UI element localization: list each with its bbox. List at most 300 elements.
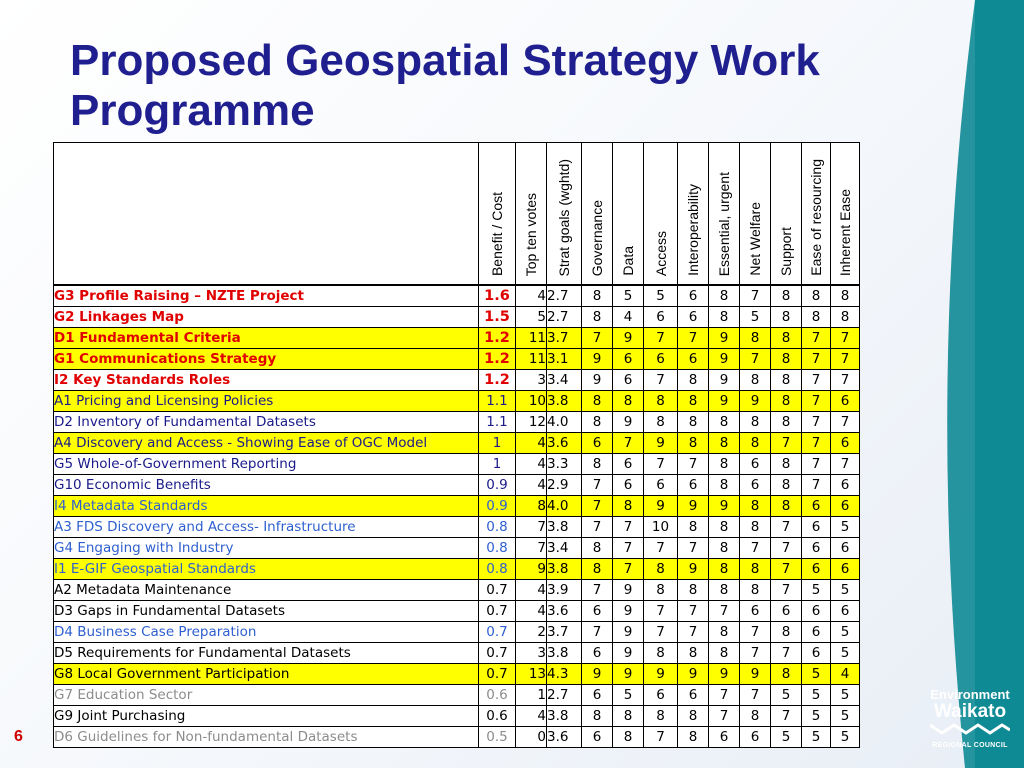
- score-cell: 8: [771, 622, 802, 643]
- score-cell: 5: [831, 580, 860, 601]
- score-cell: 8: [771, 307, 802, 328]
- score-cell: 7: [802, 349, 831, 370]
- score-cell: 5: [831, 727, 860, 748]
- row-name: G2 Linkages Map: [54, 307, 479, 328]
- score-cell: 9: [582, 370, 613, 391]
- score-cell: 6: [644, 307, 678, 328]
- score-cell: 7: [644, 601, 678, 622]
- score-cell: 5: [802, 706, 831, 727]
- row-name: G7 Education Sector: [54, 685, 479, 706]
- score-cell: 7: [771, 559, 802, 580]
- score-cell: 6: [802, 496, 831, 517]
- score-cell: 8: [709, 580, 740, 601]
- score-cell: 9: [678, 496, 709, 517]
- strat-goals-cell: 3.8: [547, 706, 582, 727]
- row-name: D1 Fundamental Criteria: [54, 328, 479, 349]
- score-cell: 5: [831, 643, 860, 664]
- top-votes-cell: 4: [516, 580, 547, 601]
- benefit-cost-cell: 0.7: [479, 601, 516, 622]
- top-votes-cell: 3: [516, 370, 547, 391]
- benefit-cost-cell: 0.6: [479, 706, 516, 727]
- score-cell: 9: [582, 664, 613, 685]
- score-cell: 9: [709, 370, 740, 391]
- row-name: A1 Pricing and Licensing Policies: [54, 391, 479, 412]
- score-cell: 7: [740, 285, 771, 307]
- score-cell: 8: [831, 285, 860, 307]
- strat-goals-cell: 2.9: [547, 475, 582, 496]
- score-cell: 5: [740, 307, 771, 328]
- header-net-welfare: Net Welfare: [747, 202, 763, 276]
- score-cell: 6: [613, 349, 644, 370]
- score-cell: 5: [802, 727, 831, 748]
- table-row: [54, 349, 860, 370]
- score-cell: 6: [831, 538, 860, 559]
- score-cell: 6: [678, 285, 709, 307]
- top-votes-cell: 4: [516, 433, 547, 454]
- table-row: [54, 706, 860, 727]
- strat-goals-cell: 3.1: [547, 349, 582, 370]
- score-cell: 8: [709, 433, 740, 454]
- score-cell: 4: [831, 664, 860, 685]
- score-cell: 7: [831, 412, 860, 433]
- benefit-cost-cell: 1.6: [479, 285, 516, 307]
- score-cell: 6: [831, 391, 860, 412]
- top-votes-cell: 3: [516, 643, 547, 664]
- score-cell: 8: [709, 643, 740, 664]
- header-top-ten-votes: Top ten votes: [523, 192, 539, 276]
- top-votes-cell: 0: [516, 727, 547, 748]
- score-cell: 9: [678, 559, 709, 580]
- score-cell: 9: [740, 664, 771, 685]
- row-name: G4 Engaging with Industry: [54, 538, 479, 559]
- score-cell: 7: [831, 328, 860, 349]
- score-cell: 8: [644, 643, 678, 664]
- row-name: G5 Whole-of-Government Reporting: [54, 454, 479, 475]
- row-name: G3 Profile Raising – NZTE Project: [54, 285, 479, 307]
- benefit-cost-cell: 0.6: [479, 685, 516, 706]
- score-cell: 6: [831, 559, 860, 580]
- score-cell: 8: [709, 475, 740, 496]
- score-cell: 8: [709, 285, 740, 307]
- top-votes-cell: 4: [516, 706, 547, 727]
- score-cell: 7: [831, 370, 860, 391]
- table-row: [54, 664, 860, 685]
- score-cell: 8: [678, 580, 709, 601]
- score-cell: 8: [831, 307, 860, 328]
- score-cell: 8: [771, 370, 802, 391]
- row-name: G10 Economic Benefits: [54, 475, 479, 496]
- table-row: [54, 601, 860, 622]
- strat-goals-cell: 4.0: [547, 412, 582, 433]
- row-name: I2 Key Standards Roles: [54, 370, 479, 391]
- score-cell: 7: [740, 643, 771, 664]
- score-cell: 8: [740, 433, 771, 454]
- strat-goals-cell: 3.8: [547, 517, 582, 538]
- score-cell: 7: [771, 580, 802, 601]
- score-cell: 9: [613, 580, 644, 601]
- score-cell: 8: [771, 349, 802, 370]
- score-cell: 7: [678, 601, 709, 622]
- score-cell: 8: [740, 580, 771, 601]
- score-cell: 8: [740, 328, 771, 349]
- score-cell: 8: [802, 285, 831, 307]
- top-votes-cell: 12: [516, 412, 547, 433]
- row-name: G8 Local Government Participation: [54, 664, 479, 685]
- score-cell: 6: [709, 727, 740, 748]
- score-cell: 6: [678, 475, 709, 496]
- score-cell: 7: [771, 643, 802, 664]
- score-cell: 8: [613, 391, 644, 412]
- score-cell: 8: [709, 517, 740, 538]
- score-cell: 7: [802, 370, 831, 391]
- table-row: [54, 517, 860, 538]
- score-cell: 7: [582, 580, 613, 601]
- strat-goals-cell: 3.8: [547, 391, 582, 412]
- score-cell: 9: [613, 643, 644, 664]
- score-cell: 6: [740, 454, 771, 475]
- top-votes-cell: 4: [516, 285, 547, 307]
- decorative-teal-bar: [975, 0, 1024, 768]
- row-name: D4 Business Case Preparation: [54, 622, 479, 643]
- score-cell: 8: [771, 454, 802, 475]
- environment-waikato-logo: [925, 688, 1015, 751]
- benefit-cost-cell: 1.1: [479, 391, 516, 412]
- top-votes-cell: 10: [516, 391, 547, 412]
- score-cell: 7: [709, 706, 740, 727]
- score-cell: 7: [613, 559, 644, 580]
- top-votes-cell: 1: [516, 685, 547, 706]
- score-cell: 8: [709, 622, 740, 643]
- score-cell: 8: [644, 391, 678, 412]
- table-row: [54, 370, 860, 391]
- strat-goals-cell: 2.7: [547, 685, 582, 706]
- score-cell: 7: [771, 433, 802, 454]
- header-strat-goals: Strat goals (wghtd): [556, 158, 572, 276]
- score-cell: 9: [582, 349, 613, 370]
- score-cell: 5: [771, 685, 802, 706]
- slide-title: Proposed Geospatial Strategy Work Programme: [70, 36, 820, 135]
- row-name: D6 Guidelines for Non-fundamental Datasets: [54, 727, 479, 748]
- score-cell: 7: [678, 622, 709, 643]
- score-cell: 8: [740, 370, 771, 391]
- score-cell: 8: [582, 538, 613, 559]
- table-row: [54, 538, 860, 559]
- score-cell: 8: [678, 391, 709, 412]
- logo-line-2: Waikato: [933, 701, 1007, 722]
- score-cell: 7: [802, 412, 831, 433]
- score-cell: 5: [802, 685, 831, 706]
- top-votes-cell: 8: [516, 496, 547, 517]
- score-cell: 8: [644, 559, 678, 580]
- score-cell: 8: [678, 412, 709, 433]
- score-cell: 6: [582, 643, 613, 664]
- score-cell: 6: [740, 475, 771, 496]
- benefit-cost-cell: 1.1: [479, 412, 516, 433]
- score-cell: 7: [644, 538, 678, 559]
- benefit-cost-cell: 0.7: [479, 643, 516, 664]
- strat-goals-cell: 3.4: [547, 538, 582, 559]
- table-row: [54, 727, 860, 748]
- table-header-row: [54, 143, 860, 286]
- top-votes-cell: 2: [516, 622, 547, 643]
- header-access: Access: [652, 230, 669, 276]
- score-cell: 4: [613, 307, 644, 328]
- score-cell: 7: [582, 622, 613, 643]
- top-votes-cell: 11: [516, 349, 547, 370]
- score-cell: 9: [644, 496, 678, 517]
- benefit-cost-cell: 1.2: [479, 349, 516, 370]
- top-votes-cell: 7: [516, 517, 547, 538]
- score-cell: 6: [802, 517, 831, 538]
- score-cell: 7: [771, 706, 802, 727]
- score-cell: 9: [709, 328, 740, 349]
- score-cell: 6: [644, 349, 678, 370]
- score-cell: 7: [582, 517, 613, 538]
- score-cell: 9: [709, 349, 740, 370]
- score-cell: 8: [582, 706, 613, 727]
- score-cell: 8: [771, 475, 802, 496]
- table-row: [54, 580, 860, 601]
- benefit-cost-cell: 0.8: [479, 517, 516, 538]
- top-votes-cell: 11: [516, 328, 547, 349]
- score-cell: 9: [644, 433, 678, 454]
- score-cell: 8: [582, 307, 613, 328]
- score-cell: 7: [802, 391, 831, 412]
- score-cell: 9: [644, 664, 678, 685]
- score-cell: 8: [740, 517, 771, 538]
- score-cell: 7: [740, 622, 771, 643]
- strat-goals-cell: 3.8: [547, 559, 582, 580]
- strat-goals-cell: 3.6: [547, 601, 582, 622]
- score-cell: 5: [831, 685, 860, 706]
- score-cell: 6: [802, 601, 831, 622]
- score-cell: 5: [613, 685, 644, 706]
- score-cell: 6: [613, 475, 644, 496]
- table-row: [54, 412, 860, 433]
- score-cell: 8: [613, 496, 644, 517]
- score-cell: 8: [771, 285, 802, 307]
- score-cell: 9: [613, 622, 644, 643]
- strat-goals-cell: 4.0: [547, 496, 582, 517]
- table-row: [54, 328, 860, 349]
- work-programme-table: [53, 142, 860, 748]
- row-name: D5 Requirements for Fundamental Datasets: [54, 643, 479, 664]
- table-row: [54, 454, 860, 475]
- table-row: [54, 475, 860, 496]
- score-cell: 5: [613, 285, 644, 307]
- strat-goals-cell: 3.9: [547, 580, 582, 601]
- header-interoperability: Interoperability: [685, 184, 701, 276]
- score-cell: 9: [709, 391, 740, 412]
- score-cell: 8: [678, 517, 709, 538]
- score-cell: 7: [644, 328, 678, 349]
- score-cell: 8: [613, 727, 644, 748]
- score-cell: 5: [831, 622, 860, 643]
- benefit-cost-cell: 0.9: [479, 496, 516, 517]
- score-cell: 8: [582, 454, 613, 475]
- score-cell: 7: [771, 517, 802, 538]
- table-row: [54, 285, 860, 307]
- score-cell: 7: [740, 349, 771, 370]
- score-cell: 6: [582, 601, 613, 622]
- benefit-cost-cell: 1: [479, 454, 516, 475]
- score-cell: 6: [802, 559, 831, 580]
- top-votes-cell: 13: [516, 664, 547, 685]
- score-cell: 9: [613, 412, 644, 433]
- score-cell: 7: [582, 496, 613, 517]
- benefit-cost-cell: 0.5: [479, 727, 516, 748]
- score-cell: 6: [582, 433, 613, 454]
- strat-goals-cell: 2.7: [547, 307, 582, 328]
- score-cell: 8: [582, 285, 613, 307]
- score-cell: 8: [678, 727, 709, 748]
- strat-goals-cell: 3.7: [547, 328, 582, 349]
- score-cell: 5: [644, 285, 678, 307]
- score-cell: 9: [613, 328, 644, 349]
- score-cell: 8: [740, 559, 771, 580]
- strat-goals-cell: 3.4: [547, 370, 582, 391]
- header-benefit-cost: Benefit / Cost: [489, 191, 505, 276]
- score-cell: 7: [831, 349, 860, 370]
- score-cell: 7: [582, 475, 613, 496]
- strat-goals-cell: 4.3: [547, 664, 582, 685]
- strat-goals-cell: 2.7: [547, 285, 582, 307]
- strat-goals-cell: 3.6: [547, 727, 582, 748]
- strat-goals-cell: 3.7: [547, 622, 582, 643]
- benefit-cost-cell: 1.2: [479, 370, 516, 391]
- logo-line-1: Environment: [930, 687, 1010, 702]
- score-cell: 9: [709, 664, 740, 685]
- score-cell: 8: [644, 580, 678, 601]
- top-votes-cell: 4: [516, 475, 547, 496]
- score-cell: 8: [644, 706, 678, 727]
- score-cell: 7: [678, 454, 709, 475]
- header-corner-cell: [54, 143, 479, 286]
- table-row: [54, 685, 860, 706]
- benefit-cost-cell: 0.7: [479, 622, 516, 643]
- logo-wave-icon: [930, 722, 1010, 736]
- score-cell: 6: [582, 685, 613, 706]
- score-cell: 8: [709, 412, 740, 433]
- score-cell: 7: [709, 685, 740, 706]
- score-cell: 8: [740, 706, 771, 727]
- score-cell: 6: [613, 454, 644, 475]
- score-cell: 10: [644, 517, 678, 538]
- table-row: [54, 559, 860, 580]
- row-name: A3 FDS Discovery and Access- Infrastructure: [54, 517, 479, 538]
- top-votes-cell: 7: [516, 538, 547, 559]
- score-cell: 7: [613, 433, 644, 454]
- score-cell: 8: [771, 391, 802, 412]
- score-cell: 6: [831, 601, 860, 622]
- score-cell: 8: [709, 454, 740, 475]
- score-cell: 7: [740, 685, 771, 706]
- score-cell: 6: [802, 538, 831, 559]
- score-cell: 6: [678, 349, 709, 370]
- table-row: [54, 307, 860, 328]
- score-cell: 7: [644, 370, 678, 391]
- score-cell: 8: [644, 412, 678, 433]
- score-cell: 6: [644, 685, 678, 706]
- benefit-cost-cell: 0.7: [479, 664, 516, 685]
- score-cell: 8: [678, 433, 709, 454]
- score-cell: 8: [709, 538, 740, 559]
- score-cell: 7: [613, 538, 644, 559]
- row-name: I1 E-GIF Geospatial Standards: [54, 559, 479, 580]
- row-name: A2 Metadata Maintenance: [54, 580, 479, 601]
- row-name: G1 Communications Strategy: [54, 349, 479, 370]
- benefit-cost-cell: 0.9: [479, 475, 516, 496]
- score-cell: 8: [613, 706, 644, 727]
- table-row: [54, 622, 860, 643]
- score-cell: 9: [678, 664, 709, 685]
- score-cell: 8: [771, 328, 802, 349]
- strat-goals-cell: 3.3: [547, 454, 582, 475]
- score-cell: 6: [740, 601, 771, 622]
- score-cell: 5: [802, 664, 831, 685]
- score-cell: 8: [802, 307, 831, 328]
- benefit-cost-cell: 0.8: [479, 559, 516, 580]
- score-cell: 8: [709, 307, 740, 328]
- top-votes-cell: 9: [516, 559, 547, 580]
- score-cell: 6: [802, 643, 831, 664]
- score-cell: 6: [831, 496, 860, 517]
- score-cell: 8: [709, 559, 740, 580]
- table-row: [54, 496, 860, 517]
- score-cell: 9: [613, 664, 644, 685]
- score-cell: 8: [582, 559, 613, 580]
- score-cell: 8: [582, 391, 613, 412]
- score-cell: 7: [678, 538, 709, 559]
- header-essential-urgent: Essential, urgent: [716, 171, 732, 276]
- score-cell: 8: [678, 370, 709, 391]
- score-cell: 7: [613, 517, 644, 538]
- score-cell: 7: [802, 328, 831, 349]
- score-cell: 6: [831, 433, 860, 454]
- score-cell: 7: [582, 328, 613, 349]
- score-cell: 6: [831, 475, 860, 496]
- score-cell: 8: [771, 664, 802, 685]
- table-row: [54, 391, 860, 412]
- score-cell: 7: [678, 328, 709, 349]
- score-cell: 6: [740, 727, 771, 748]
- header-inherent-ease: Inherent Ease: [837, 188, 853, 276]
- score-cell: 7: [644, 727, 678, 748]
- score-cell: 7: [740, 538, 771, 559]
- slide-number: 6: [14, 728, 23, 745]
- score-cell: 6: [678, 307, 709, 328]
- score-cell: 7: [831, 454, 860, 475]
- score-cell: 7: [802, 475, 831, 496]
- score-cell: 6: [802, 622, 831, 643]
- score-cell: 8: [678, 643, 709, 664]
- row-name: D3 Gaps in Fundamental Datasets: [54, 601, 479, 622]
- benefit-cost-cell: 1.5: [479, 307, 516, 328]
- benefit-cost-cell: 0.8: [479, 538, 516, 559]
- score-cell: 5: [831, 517, 860, 538]
- benefit-cost-cell: 1.2: [479, 328, 516, 349]
- score-cell: 6: [613, 370, 644, 391]
- header-governance: Governance: [589, 199, 605, 276]
- score-cell: 7: [644, 622, 678, 643]
- benefit-cost-cell: 0.7: [479, 580, 516, 601]
- benefit-cost-cell: 1: [479, 433, 516, 454]
- row-name: A4 Discovery and Access - Showing Ease of OGC Model: [54, 433, 479, 454]
- score-cell: 7: [771, 538, 802, 559]
- score-cell: 9: [709, 496, 740, 517]
- score-cell: 8: [771, 496, 802, 517]
- strat-goals-cell: 3.6: [547, 433, 582, 454]
